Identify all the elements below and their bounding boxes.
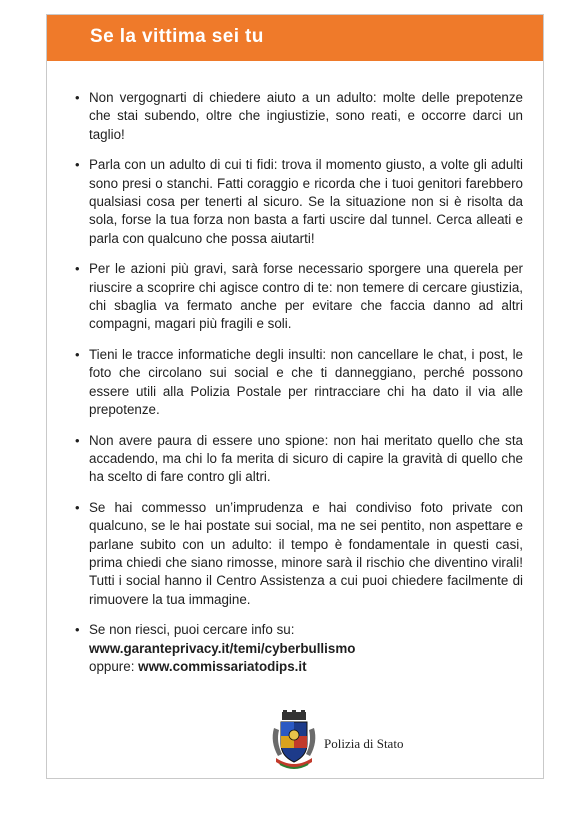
footer bbox=[268, 710, 428, 770]
bullet-icon: • bbox=[75, 346, 80, 362]
list-item bbox=[73, 346, 523, 420]
title-banner bbox=[47, 15, 543, 61]
garanteprivacy-link[interactable]: www.garanteprivacy.it/temi/cyberbullismo bbox=[89, 640, 356, 656]
list-item-text: Tieni le tracce informatiche degli insulti: non cancellare le chat, i post, le foto che circolano sui social e che ti danneggiano, perché possono essere utili alla Polizia Postale per rintracciare chi ha dato il via alle prepotenze. bbox=[89, 346, 523, 418]
list-item bbox=[73, 89, 523, 144]
bullet-icon: • bbox=[75, 622, 80, 638]
list-item bbox=[73, 260, 523, 334]
links-intro: Se non riesci, puoi cercare info su: bbox=[89, 622, 295, 638]
list-item bbox=[73, 156, 523, 248]
list-item-text: Non avere paura di essere uno spione: non hai meritato quello che sta accadendo, ma chi lo fa merita di sicuro di capire la gravità di quello che ha scelto di fare contro gli altri. bbox=[89, 432, 523, 485]
page-title: Se la vittima sei tu bbox=[90, 26, 264, 47]
org-name: Polizia di Stato bbox=[324, 736, 404, 751]
info-card bbox=[46, 14, 544, 779]
commissariatodips-link[interactable]: www.commissariatodips.it bbox=[138, 658, 307, 674]
list-item-text: Se hai commesso un’imprudenza e hai condiviso foto private con qualcuno, se le hai postate sui social, ma ne sei pentito, non aspettare e parlane subito con un adulto: il tempo è fondamentale in questi casi, prima chiedi che siano rimosse, minore sarà il rischio che diventino virali! Tutti i social hanno il Centro Assistenza a cui puoi chiedere facilmente di rimuovere la tua immagine. bbox=[89, 499, 523, 607]
list-item-text: Parla con un adulto di cui ti fidi: trova il momento giusto, a volte gli adulti sono presi o stanchi. Fatti coraggio e ricorda che i tuoi genitori farebbero qualsiasi cosa per tenerti al sicuro. Se la situazione non si è risolta da sola, forse la tua forza non basta a farti uscire dal tunnel. Cerca alleati e parla con qualcuno che possa aiutarti! bbox=[89, 157, 523, 246]
bullet-icon: • bbox=[75, 499, 80, 515]
list-item-text: Non vergognarti di chiedere aiuto a un adulto: molte delle prepotenze che stai subendo, oltre che ingiustizie, sono reati, e occorre darci un taglio! bbox=[89, 90, 523, 142]
oppure-label: oppure: bbox=[89, 658, 135, 674]
list-item-links bbox=[73, 621, 523, 676]
bullet-icon: • bbox=[75, 261, 80, 277]
list-item bbox=[73, 499, 523, 609]
bullet-icon: • bbox=[75, 157, 80, 173]
polizia-crest-icon bbox=[268, 710, 320, 772]
bullet-icon: • bbox=[75, 432, 80, 448]
advice-list bbox=[73, 89, 523, 688]
list-item-text: Per le azioni più gravi, sarà forse necessario sporgere una querela per riuscire a scoprire chi agisce contro di te: non temere di cercare giustizia, chi sbaglia va fermato anche per evitare che faccia danno ad altri compagni, magari più fragili e soli. bbox=[89, 261, 523, 332]
list-item bbox=[73, 432, 523, 487]
bullet-icon: • bbox=[75, 90, 80, 105]
